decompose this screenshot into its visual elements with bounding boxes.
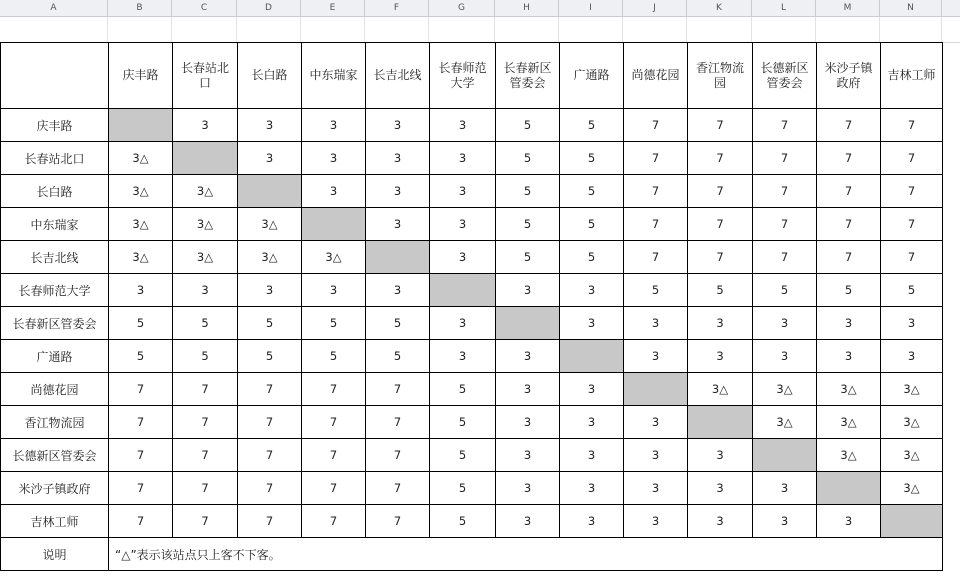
fare-cell[interactable]: 7 xyxy=(753,175,817,208)
fare-cell[interactable]: 3△ xyxy=(881,472,943,505)
column-header-2[interactable] xyxy=(173,43,238,109)
fare-cell[interactable]: 3 xyxy=(753,505,817,538)
fare-cell[interactable]: 3△ xyxy=(688,373,753,406)
fare-cell[interactable]: 7 xyxy=(238,472,302,505)
fare-cell[interactable]: 5 xyxy=(624,274,688,307)
fare-cell[interactable]: 3 xyxy=(366,142,430,175)
table-row xyxy=(1,175,943,208)
column-header-text: 长白路 xyxy=(251,68,288,82)
fare-cell[interactable]: 7 xyxy=(624,175,688,208)
fare-cell[interactable]: 3△ xyxy=(753,373,817,406)
fare-cell[interactable]: 7 xyxy=(624,241,688,274)
diagonal-cell[interactable] xyxy=(430,274,496,307)
row-header[interactable]: 长吉北线 xyxy=(1,241,109,274)
header-row xyxy=(1,43,943,109)
empty-cell[interactable] xyxy=(301,17,365,42)
fare-cell[interactable]: 7 xyxy=(366,505,430,538)
fare-cell[interactable]: 5 xyxy=(753,274,817,307)
fare-cell[interactable]: 7 xyxy=(753,208,817,241)
fare-cell[interactable]: 5 xyxy=(881,274,943,307)
row-header[interactable]: 庆丰路 xyxy=(1,109,109,142)
column-letter-c[interactable]: C xyxy=(172,0,237,16)
table-row xyxy=(1,274,943,307)
fare-cell[interactable]: 7 xyxy=(688,142,753,175)
fare-cell[interactable]: 7 xyxy=(109,472,173,505)
row-header[interactable]: 长春师范大学 xyxy=(1,274,109,307)
fare-cell[interactable]: 5 xyxy=(302,307,366,340)
note-text[interactable]: “△”表示该站点只上客不下客。 xyxy=(109,538,943,571)
table-row xyxy=(1,241,943,274)
fare-cell[interactable]: 3 xyxy=(496,373,560,406)
fare-cell[interactable]: 7 xyxy=(173,472,238,505)
fare-cell[interactable]: 7 xyxy=(753,109,817,142)
fare-cell[interactable]: 5 xyxy=(238,307,302,340)
fare-cell[interactable]: 3△ xyxy=(109,142,173,175)
fare-cell[interactable]: 3△ xyxy=(817,373,881,406)
diagonal-cell[interactable] xyxy=(173,142,238,175)
fare-cell[interactable]: 5 xyxy=(496,142,560,175)
fare-cell[interactable]: 5 xyxy=(173,340,238,373)
column-letter-d[interactable]: D xyxy=(237,0,301,16)
fare-cell[interactable]: 7 xyxy=(302,505,366,538)
fare-cell[interactable]: 3△ xyxy=(753,406,817,439)
fare-cell[interactable]: 5 xyxy=(430,439,496,472)
column-header-text: 管委会 xyxy=(509,75,546,90)
fare-cell[interactable]: 7 xyxy=(753,142,817,175)
empty-cell[interactable] xyxy=(880,17,942,42)
column-header-5[interactable] xyxy=(366,43,430,109)
column-header-text: 政府 xyxy=(836,75,861,90)
empty-cell[interactable] xyxy=(108,17,172,42)
fare-cell[interactable]: 5 xyxy=(560,241,624,274)
empty-cell[interactable] xyxy=(365,17,429,42)
empty-cell[interactable] xyxy=(495,17,559,42)
table-row xyxy=(1,142,943,175)
fare-cell[interactable]: 3 xyxy=(560,274,624,307)
fare-cell[interactable]: 7 xyxy=(624,208,688,241)
fare-cell[interactable]: 3 xyxy=(688,307,753,340)
diagonal-cell[interactable] xyxy=(688,406,753,439)
fare-cell[interactable]: 5 xyxy=(560,109,624,142)
fare-cell[interactable]: 3 xyxy=(366,109,430,142)
column-letter-e[interactable]: E xyxy=(301,0,365,16)
fare-cell[interactable]: 3 xyxy=(624,505,688,538)
fare-cell[interactable]: 3△ xyxy=(238,208,302,241)
row-header[interactable]: 长白路 xyxy=(1,175,109,208)
fare-cell[interactable]: 7 xyxy=(624,142,688,175)
fare-cell[interactable]: 7 xyxy=(109,373,173,406)
fare-cell[interactable]: 3 xyxy=(881,340,943,373)
fare-cell[interactable]: 3 xyxy=(238,109,302,142)
fare-cell[interactable]: 7 xyxy=(302,472,366,505)
table-row xyxy=(1,109,943,142)
empty-cell[interactable] xyxy=(752,17,816,42)
column-header-text: 庆丰路 xyxy=(122,68,159,82)
column-header-text: 大学 xyxy=(450,75,475,90)
table-row xyxy=(1,208,943,241)
fare-cell[interactable]: 7 xyxy=(688,175,753,208)
fare-cell[interactable]: 5 xyxy=(366,307,430,340)
corner-cell[interactable] xyxy=(1,43,109,109)
fare-cell[interactable]: 3△ xyxy=(881,406,943,439)
fare-cell[interactable]: 5 xyxy=(496,208,560,241)
column-header-text: 广通路 xyxy=(573,68,610,82)
column-header-text: 中东瑞家 xyxy=(309,68,358,82)
fare-cell[interactable]: 5 xyxy=(496,175,560,208)
fare-cell[interactable]: 5 xyxy=(430,373,496,406)
fare-cell[interactable]: 3 xyxy=(109,274,173,307)
column-header-11[interactable] xyxy=(753,43,817,109)
column-header-text: 口 xyxy=(198,75,211,90)
row-header[interactable]: 广通路 xyxy=(1,340,109,373)
fare-cell[interactable]: 3 xyxy=(817,505,881,538)
empty-cell[interactable] xyxy=(559,17,623,42)
fare-cell[interactable]: 3 xyxy=(753,472,817,505)
fare-cell[interactable]: 3 xyxy=(560,406,624,439)
fare-cell[interactable]: 3 xyxy=(238,274,302,307)
fare-cell[interactable]: 5 xyxy=(496,109,560,142)
row-header[interactable]: 长春站北口 xyxy=(1,142,109,175)
fare-cell[interactable]: 3△ xyxy=(173,175,238,208)
fare-cell[interactable]: 3 xyxy=(496,505,560,538)
fare-cell[interactable]: 3 xyxy=(560,307,624,340)
fare-cell[interactable]: 3 xyxy=(560,472,624,505)
column-letter-j[interactable]: J xyxy=(623,0,687,16)
column-header-1[interactable] xyxy=(109,43,173,109)
column-header-text: 园 xyxy=(713,75,726,90)
column-letter-f[interactable]: F xyxy=(365,0,429,16)
fare-cell[interactable]: 3 xyxy=(753,307,817,340)
column-letter-b[interactable]: B xyxy=(108,0,172,16)
fare-cell[interactable]: 3△ xyxy=(109,175,173,208)
fare-cell[interactable]: 3△ xyxy=(173,208,238,241)
fare-cell[interactable]: 7 xyxy=(366,373,430,406)
diagonal-cell[interactable] xyxy=(366,241,430,274)
fare-cell[interactable]: 7 xyxy=(173,373,238,406)
fare-cell[interactable]: 7 xyxy=(238,373,302,406)
fare-cell[interactable]: 7 xyxy=(302,373,366,406)
empty-cell[interactable] xyxy=(429,17,495,42)
table-row xyxy=(1,472,943,505)
column-header-13[interactable] xyxy=(881,43,943,109)
column-header-6[interactable] xyxy=(430,43,496,109)
fare-cell[interactable]: 3△ xyxy=(817,439,881,472)
fare-cell[interactable]: 5 xyxy=(817,274,881,307)
column-letter-i[interactable]: I xyxy=(559,0,623,16)
blank-row xyxy=(0,17,960,43)
fare-cell[interactable]: 3 xyxy=(430,142,496,175)
empty-cell[interactable] xyxy=(0,17,108,42)
fare-cell[interactable]: 3 xyxy=(430,307,496,340)
fare-cell[interactable]: 3 xyxy=(366,208,430,241)
fare-cell[interactable]: 7 xyxy=(881,208,943,241)
table-row xyxy=(1,505,943,538)
fare-cell[interactable]: 3△ xyxy=(173,241,238,274)
fare-cell[interactable]: 5 xyxy=(560,142,624,175)
fare-cell[interactable]: 3 xyxy=(560,373,624,406)
empty-cell[interactable] xyxy=(237,17,301,42)
fare-cell[interactable]: 3 xyxy=(688,505,753,538)
column-header-text: 管委会 xyxy=(766,75,803,90)
table-row xyxy=(1,340,943,373)
fare-cell[interactable]: 7 xyxy=(753,241,817,274)
fare-cell[interactable]: 7 xyxy=(238,439,302,472)
fare-cell[interactable]: 3 xyxy=(624,439,688,472)
fare-cell[interactable]: 7 xyxy=(817,175,881,208)
fare-cell[interactable]: 5 xyxy=(173,307,238,340)
row-header[interactable]: 长春新区管委会 xyxy=(1,307,109,340)
fare-cell[interactable]: 3 xyxy=(688,472,753,505)
fare-cell[interactable]: 5 xyxy=(430,406,496,439)
fare-cell[interactable]: 3 xyxy=(560,505,624,538)
diagonal-cell[interactable] xyxy=(109,109,173,142)
fare-cell[interactable]: 3△ xyxy=(881,439,943,472)
fare-cell[interactable]: 5 xyxy=(109,307,173,340)
fare-cell[interactable]: 7 xyxy=(173,406,238,439)
fare-cell[interactable]: 3 xyxy=(496,406,560,439)
column-letter-h[interactable]: H xyxy=(495,0,559,16)
fare-cell[interactable]: 3 xyxy=(817,307,881,340)
fare-cell[interactable]: 3 xyxy=(624,406,688,439)
column-header-7[interactable] xyxy=(496,43,560,109)
fare-cell[interactable]: 3△ xyxy=(109,241,173,274)
table-row xyxy=(1,373,943,406)
column-letter-l[interactable]: L xyxy=(752,0,816,16)
diagonal-cell[interactable] xyxy=(817,472,881,505)
column-header-8[interactable] xyxy=(560,43,624,109)
fare-cell[interactable]: 7 xyxy=(238,505,302,538)
table-row xyxy=(1,307,943,340)
fare-cell[interactable]: 3 xyxy=(302,175,366,208)
fare-cell[interactable]: 7 xyxy=(688,109,753,142)
fare-cell[interactable]: 3 xyxy=(881,307,943,340)
fare-cell[interactable]: 3△ xyxy=(109,208,173,241)
fare-cell[interactable]: 3 xyxy=(496,472,560,505)
fare-cell[interactable]: 5 xyxy=(496,241,560,274)
column-letter-n[interactable]: N xyxy=(880,0,942,16)
column-header-text: 长德新区 xyxy=(760,60,809,75)
fare-cell[interactable]: 3 xyxy=(624,340,688,373)
column-letter-a[interactable]: A xyxy=(0,0,108,16)
column-header-4[interactable] xyxy=(302,43,366,109)
empty-cell[interactable] xyxy=(687,17,752,42)
fare-cell[interactable]: 7 xyxy=(881,175,943,208)
diagonal-cell[interactable] xyxy=(624,373,688,406)
fare-cell[interactable]: 7 xyxy=(366,472,430,505)
fare-cell[interactable]: 5 xyxy=(109,340,173,373)
row-header[interactable]: 尚德花园 xyxy=(1,373,109,406)
column-header-12[interactable] xyxy=(817,43,881,109)
fare-cell[interactable]: 3△ xyxy=(817,406,881,439)
column-header-10[interactable] xyxy=(688,43,753,109)
diagonal-cell[interactable] xyxy=(496,307,560,340)
fare-cell[interactable]: 3 xyxy=(430,208,496,241)
column-header-text: 长春站北 xyxy=(180,60,229,75)
diagonal-cell[interactable] xyxy=(560,340,624,373)
fare-cell[interactable]: 7 xyxy=(173,505,238,538)
row-header[interactable]: 吉林工师 xyxy=(1,505,109,538)
fare-cell[interactable]: 3△ xyxy=(302,241,366,274)
fare-cell[interactable]: 3 xyxy=(817,340,881,373)
fare-cell[interactable]: 7 xyxy=(817,241,881,274)
fare-cell[interactable]: 5 xyxy=(366,340,430,373)
empty-cell[interactable] xyxy=(816,17,880,42)
note-label[interactable]: 说明 xyxy=(1,538,109,571)
fare-cell[interactable]: 3 xyxy=(366,175,430,208)
fare-cell[interactable]: 7 xyxy=(109,505,173,538)
note-row xyxy=(1,538,943,571)
fare-cell[interactable]: 5 xyxy=(302,340,366,373)
fare-cell[interactable]: 7 xyxy=(817,142,881,175)
fare-cell[interactable]: 5 xyxy=(238,340,302,373)
fare-cell[interactable]: 3 xyxy=(430,340,496,373)
diagonal-cell[interactable] xyxy=(881,505,943,538)
column-header-text: 尚德花园 xyxy=(631,68,680,82)
fare-cell[interactable]: 3 xyxy=(688,439,753,472)
fare-cell[interactable]: 7 xyxy=(302,439,366,472)
empty-cell[interactable] xyxy=(172,17,237,42)
column-header-text: 长吉北线 xyxy=(373,68,422,82)
fare-cell[interactable]: 7 xyxy=(238,406,302,439)
column-header-text: 吉林工师 xyxy=(887,68,936,82)
fare-cell[interactable]: 7 xyxy=(881,142,943,175)
fare-cell[interactable]: 7 xyxy=(817,208,881,241)
column-header-9[interactable] xyxy=(624,43,688,109)
fare-cell[interactable]: 3 xyxy=(430,175,496,208)
row-header[interactable]: 米沙子镇政府 xyxy=(1,472,109,505)
fare-cell[interactable]: 3 xyxy=(688,340,753,373)
fare-matrix-table xyxy=(0,42,943,571)
fare-cell[interactable]: 3 xyxy=(302,109,366,142)
fare-cell[interactable]: 3△ xyxy=(238,241,302,274)
fare-cell[interactable]: 5 xyxy=(430,472,496,505)
fare-cell[interactable]: 7 xyxy=(688,208,753,241)
fare-cell[interactable]: 3 xyxy=(624,307,688,340)
fare-cell[interactable]: 3 xyxy=(238,142,302,175)
diagonal-cell[interactable] xyxy=(302,208,366,241)
column-letter-g[interactable]: G xyxy=(429,0,495,16)
fare-cell[interactable]: 7 xyxy=(366,439,430,472)
fare-cell[interactable]: 5 xyxy=(430,505,496,538)
fare-cell[interactable]: 7 xyxy=(881,241,943,274)
fare-cell[interactable]: 3 xyxy=(366,274,430,307)
fare-cell[interactable]: 5 xyxy=(560,175,624,208)
diagonal-cell[interactable] xyxy=(753,439,817,472)
column-header-bar xyxy=(0,0,960,17)
fare-cell[interactable]: 3 xyxy=(302,274,366,307)
fare-cell[interactable]: 7 xyxy=(624,109,688,142)
column-letter-m[interactable]: M xyxy=(816,0,880,16)
fare-cell[interactable]: 7 xyxy=(173,439,238,472)
fare-cell[interactable]: 3 xyxy=(496,274,560,307)
row-header[interactable]: 长德新区管委会 xyxy=(1,439,109,472)
fare-cell[interactable]: 7 xyxy=(302,406,366,439)
fare-cell[interactable]: 5 xyxy=(688,274,753,307)
fare-cell[interactable]: 7 xyxy=(688,241,753,274)
column-letter-k[interactable]: K xyxy=(687,0,752,16)
fare-cell[interactable]: 3 xyxy=(496,439,560,472)
fare-cell[interactable]: 7 xyxy=(109,439,173,472)
fare-cell[interactable]: 7 xyxy=(366,406,430,439)
fare-cell[interactable]: 3 xyxy=(496,340,560,373)
fare-cell[interactable]: 7 xyxy=(109,406,173,439)
fare-cell[interactable]: 3 xyxy=(624,472,688,505)
column-header-3[interactable] xyxy=(238,43,302,109)
fare-cell[interactable]: 3 xyxy=(173,109,238,142)
fare-cell[interactable]: 3 xyxy=(430,241,496,274)
row-header[interactable]: 中东瑞家 xyxy=(1,208,109,241)
row-header[interactable]: 香江物流园 xyxy=(1,406,109,439)
fare-cell[interactable]: 7 xyxy=(881,109,943,142)
column-header-text: 长春师范 xyxy=(438,60,487,75)
fare-cell[interactable]: 3△ xyxy=(881,373,943,406)
column-header-text: 香江物流 xyxy=(695,60,744,75)
fare-cell[interactable]: 7 xyxy=(817,109,881,142)
fare-cell[interactable]: 3 xyxy=(430,109,496,142)
fare-cell[interactable]: 3 xyxy=(753,340,817,373)
fare-cell[interactable]: 5 xyxy=(560,208,624,241)
fare-cell[interactable]: 3 xyxy=(173,274,238,307)
table-row xyxy=(1,406,943,439)
diagonal-cell[interactable] xyxy=(238,175,302,208)
column-header-text: 米沙子镇 xyxy=(824,60,873,75)
table-row xyxy=(1,439,943,472)
fare-cell[interactable]: 3 xyxy=(560,439,624,472)
empty-cell[interactable] xyxy=(623,17,687,42)
column-header-text: 长春新区 xyxy=(503,60,552,75)
fare-cell[interactable]: 3 xyxy=(302,142,366,175)
